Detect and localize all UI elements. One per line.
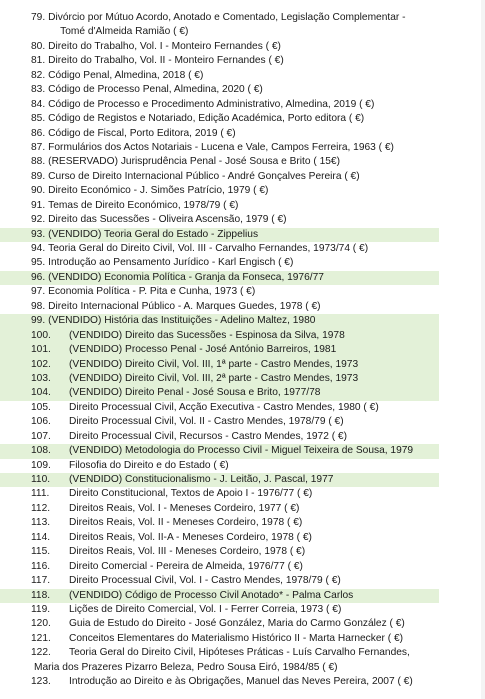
item-number: 113. [31,517,51,529]
item-number: 123. [31,676,51,688]
list-item [0,646,485,675]
book-list [0,11,485,690]
item-text [66,343,336,357]
item-text [45,256,293,270]
item-number: 85. [31,113,46,125]
item-title: Economia Política - P. Pita e Cunha, 1973 ( €) [48,286,256,298]
item-number: 106. [31,416,51,428]
item-text [66,574,341,588]
item-title: Direito Económico - J. Simões Patrício, 1979 ( €) [48,185,269,197]
item-title: Direito do Trabalho, Vol. I - Monteiro Fernandes ( €) [48,40,281,52]
item-text [66,401,379,415]
item-number: 96. [31,271,46,283]
list-item [0,502,485,516]
item-text [66,459,229,473]
list-item [0,386,439,400]
item-title: Direito Processual Civil, Acção Executiva - Castro Mendes, 1980 ( €) [69,401,379,413]
item-number: 89. [31,170,46,182]
item-text [45,314,315,328]
item-title: Direito Processual Civil, Recursos - Castro Mendes, 1972 ( €) [69,430,347,442]
item-text [45,285,255,299]
item-number: 95. [31,257,46,269]
item-number: 80. [31,40,46,52]
list-item [0,372,439,386]
item-number: 112. [31,502,51,514]
item-number: 93. [31,228,46,240]
item-number: 104. [31,387,51,399]
item-title: Direito das Sucessões - Oliveira Ascensão, 1979 ( €) [48,214,287,226]
item-number: 94. [31,243,46,255]
list-item [0,343,439,357]
list-item [0,155,485,169]
list-item [0,516,485,530]
item-number: 114. [31,531,51,543]
item-text [45,11,405,40]
item-text [45,213,286,227]
list-item [0,473,439,487]
item-number: 108. [31,445,51,457]
list-item [0,603,485,617]
item-title: Direito Internacional Público - A. Marques Guedes, 1978 ( €) [48,300,321,312]
list-item [0,560,485,574]
item-text [45,271,324,285]
list-item [0,54,485,68]
item-number: 110. [31,474,51,486]
item-text [66,444,413,458]
item-text [66,531,312,545]
item-number: 107. [31,430,51,442]
item-title: Teoria Geral do Direito Civil, Hipóteses Práticas - Luís Carvalho Fernandes, [69,647,410,659]
item-title: Conceitos Elementares do Materialismo Histórico II - Marta Harnecker ( €) [69,632,404,644]
item-title: Código de Fiscal, Porto Editora, 2019 ( €) [48,127,236,139]
item-number: 92. [31,214,46,226]
item-text [45,54,284,68]
item-text [45,69,203,83]
item-text [66,329,345,343]
list-item [0,11,485,40]
item-text [45,127,235,141]
item-title: Direito Processual Civil, Vol. II - Castro Mendes, 1978/79 ( €) [69,416,344,428]
item-number: 109. [31,459,51,471]
item-text [45,242,368,256]
item-number: 117. [31,575,51,587]
list-item [0,675,485,689]
list-item [0,300,485,314]
item-text [45,184,268,198]
list-item [0,487,485,501]
item-text [45,228,258,242]
item-text [45,300,320,314]
item-number: 121. [31,632,51,644]
item-number: 88. [31,156,46,168]
item-title: Divórcio por Mútuo Acordo, Anotado e Comentado, Legislação Complementar - [48,12,406,23]
item-title: (VENDIDO) Economia Política - Granja da Fonseca, 1976/77 [48,271,324,283]
item-title: Código de Registos e Notariado, Edição Académica, Porto editora ( €) [48,113,365,125]
item-number: 84. [31,98,46,110]
list-item [0,574,485,588]
item-number: 101. [31,344,51,356]
item-title-continued: Tomé d'Almeida Ramião ( €) [60,26,189,38]
item-title: Direito do Trabalho, Vol. II - Monteiro Fernandes ( €) [48,55,284,67]
item-number: 105. [31,401,51,413]
list-item [0,358,439,372]
item-title: (VENDIDO) Direito Civil, Vol. III, 2ª parte - Castro Mendes, 1973 [69,372,359,384]
item-title-continued: Maria dos Prazeres Pizarro Beleza, Pedro Sousa Eiró, 1984/85 ( €) [34,661,338,673]
item-title: Direitos Reais, Vol. III - Meneses Cordeiro, 1978 ( €) [69,546,306,558]
list-item [0,40,485,54]
item-text [66,617,405,631]
item-text [66,372,358,386]
item-text [45,83,263,97]
item-number: 91. [31,199,46,211]
item-number: 98. [31,300,46,312]
item-title: (VENDIDO) Direito das Sucessões - Espinosa da Silva, 1978 [69,329,345,341]
list-item [0,632,485,646]
item-number: 115. [31,546,51,558]
item-text [66,473,333,487]
item-title: (VENDIDO) História das Instituições - Adelino Maltez, 1980 [48,315,316,327]
list-item [0,112,485,126]
item-text [66,358,358,372]
item-number: 97. [31,286,46,298]
item-text [66,415,344,429]
list-item [0,430,485,444]
item-number: 82. [31,69,46,81]
item-text [66,386,320,400]
item-title: Direito Constitucional, Textos de Apoio I - 1976/77 ( €) [69,488,313,500]
item-title: (RESERVADO) Jurisprudência Penal - José Sousa e Brito ( 15€) [48,156,340,168]
item-title: Filosofia do Direito e do Estado ( €) [69,459,229,471]
item-title: Introdução ao Pensamento Jurídico - Karl Engisch ( €) [48,257,294,269]
list-item [0,285,485,299]
item-text [45,155,340,169]
item-title: Código de Processo e Procedimento Administrativo, Almedina, 2019 ( €) [48,98,375,110]
item-number: 116. [31,560,51,572]
item-number: 122. [31,647,51,659]
item-title: Direitos Reais, Vol. I - Meneses Cordeiro, 1977 ( €) [69,502,300,514]
list-item [0,170,485,184]
item-text [66,632,403,646]
list-item [0,415,485,429]
list-item [0,199,485,213]
item-number: 103. [31,372,51,384]
item-title: Curso de Direito Internacional Público - André Gonçalves Pereira ( €) [48,170,360,182]
list-item [0,256,485,270]
list-item [0,329,439,343]
item-title: (VENDIDO) Constitucionalismo - J. Leitão, J. Pascal, 1977 [69,474,334,486]
item-text [66,545,305,559]
item-text [45,141,394,155]
list-item [0,459,485,473]
item-number: 86. [31,127,46,139]
item-title: Teoria Geral do Direito Civil, Vol. III - Carvalho Fernandes, 1973/74 ( €) [48,243,369,255]
item-title: (VENDIDO) Teoria Geral do Estado - Zippelius [48,228,259,240]
item-title: Guia de Estudo do Direito - José González, Maria do Carmo González ( €) [69,618,405,630]
list-item [0,271,439,285]
item-text [66,502,299,516]
list-item [0,444,439,458]
list-item [0,83,485,97]
item-title: (VENDIDO) Direito Penal - José Sousa e Brito, 1977/78 [69,387,321,399]
list-item [0,531,485,545]
item-text [66,516,302,530]
item-number: 120. [31,618,51,630]
list-item [0,242,485,256]
item-number: 83. [31,84,46,96]
item-title: Código Penal, Almedina, 2018 ( €) [48,69,204,81]
item-title: (VENDIDO) Metodologia do Processo Civil - Miguel Teixeira de Sousa, 1979 [69,445,414,457]
list-item [0,69,485,83]
item-text [66,603,341,617]
item-text [45,40,281,54]
list-item [0,314,439,328]
item-text [66,430,347,444]
list-item [0,617,485,631]
item-title: Introdução ao Direito e às Obrigações, Manuel das Neves Pereira, 2007 ( €) [69,676,413,688]
item-title: Código de Processo Penal, Almedina, 2020 ( €) [48,84,263,96]
item-number: 102. [31,358,51,370]
item-number: 99. [31,315,46,327]
item-title: Temas de Direito Económico, 1978/79 ( €) [48,199,239,211]
item-title: Direito Comercial - Pereira de Almeida, 1976/77 ( €) [69,560,303,572]
list-item [0,545,485,559]
list-item [0,98,485,112]
item-title: Direitos Reais, Vol. II - Meneses Cordeiro, 1978 ( €) [69,517,303,529]
list-item [0,213,485,227]
list-item [0,228,439,242]
item-title: (VENDIDO) Direito Civil, Vol. III, 1ª parte - Castro Mendes, 1973 [69,358,359,370]
item-text [45,98,374,112]
item-title: Formulários dos Actos Notariais - Lucena e Vale, Campos Ferreira, 1963 ( €) [48,141,394,153]
item-text [66,560,303,574]
list-item [0,127,485,141]
item-title: (VENDIDO) Processo Penal - José António Barreiros, 1981 [69,344,337,356]
item-number: 119. [31,603,51,615]
scroll-edge [481,0,485,699]
list-item [0,184,485,198]
list-item [0,589,439,603]
item-title: Direito Processual Civil, Vol. I - Castro Mendes, 1978/79 ( €) [69,575,341,587]
item-title: (VENDIDO) Código de Processo Civil Anotado* - Palma Carlos [69,589,354,601]
item-text [66,675,413,689]
list-item [0,401,485,415]
item-number: 118. [31,589,51,601]
item-text [45,112,364,126]
item-title: Lições de Direito Comercial, Vol. I - Ferrer Correia, 1973 ( €) [69,603,342,615]
item-title: Direitos Reais, Vol. II-A - Meneses Cordeiro, 1978 ( €) [69,531,312,543]
item-number: 90. [31,185,46,197]
list-item [0,141,485,155]
item-number: 111. [31,488,50,500]
item-number: 87. [31,141,46,153]
item-text [66,589,353,603]
item-number: 81. [31,55,46,67]
item-text [45,170,359,184]
item-number: 79. [31,12,46,23]
item-text [45,199,238,213]
item-text [66,487,312,501]
item-number: 100. [31,329,51,341]
